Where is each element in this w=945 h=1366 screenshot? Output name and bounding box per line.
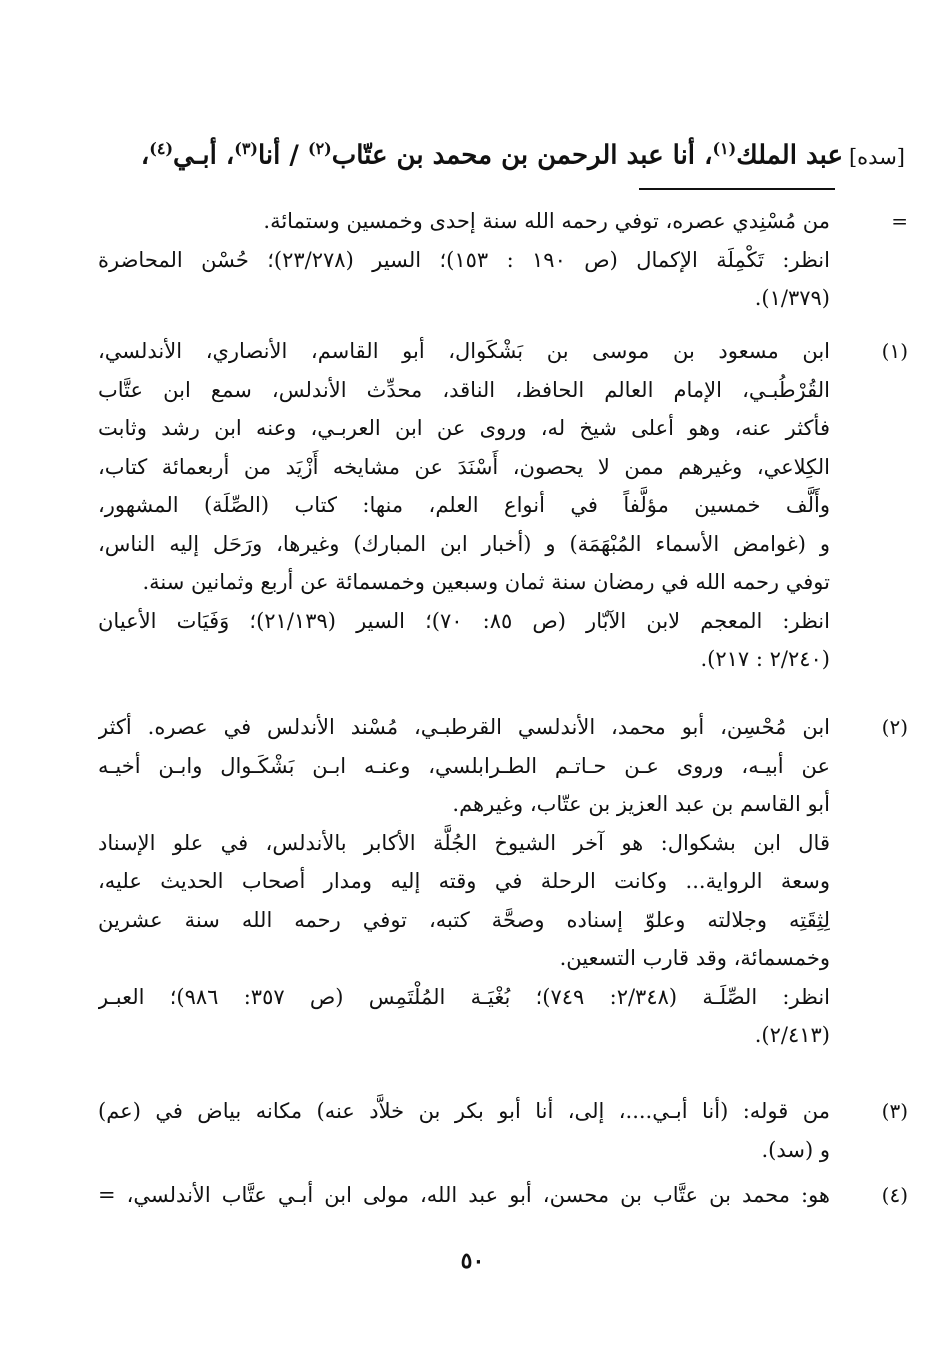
main-text-part: عبد الملك	[736, 140, 843, 171]
footnote-ref: (٣)	[234, 139, 258, 158]
footnote-line: من مُسْنِدي عصره، توفي رحمه الله سنة إحدى وخمسين وستمائة.	[263, 209, 830, 233]
main-text-part: ،	[140, 140, 150, 171]
footnote-separator	[639, 188, 835, 190]
footnote-label: (٣)	[881, 1099, 908, 1123]
footnote-line: انظر: المعجم لابن الآبّار (ص ٨٥: ٧٠)؛ السير (٢١/١٣٩)؛ وَفَيَات الأعيان	[98, 608, 830, 633]
footnote-line: وسعة الرواية... وكانت الرحلة في وقته إليه ومدار أصحاب الحديث عليه،	[98, 869, 830, 893]
footnote-label: (٢)	[881, 715, 908, 739]
footnote-line: و (غوامض الأسماء المُبْهَمَة) و (أخبار ابن المبارك) وغيرها، ورَحَل إليه الناس،	[98, 531, 830, 556]
footnote-3	[98, 1092, 908, 1169]
footnote-line: (٢/٤١٣).	[754, 1023, 830, 1047]
footnote-line: (٢/٢٤٠ : ٢١٧).	[700, 647, 830, 671]
continuation-mark: =	[891, 209, 908, 233]
footnote-line: وخمسمائة، وقد قارب التسعين.	[559, 946, 830, 970]
footnote-4	[98, 1176, 908, 1215]
footnote-2	[98, 708, 908, 1055]
footnote-line: انظر: الصِّلَـة (٢/٣٤٨: ٧٤٩)؛ بُغْيَـة المُلْتَمِس (ص ٣٥٧: ٩٨٦)؛ العبـر	[98, 984, 830, 1009]
main-text-part: / أنا	[258, 140, 308, 171]
footnote-1	[98, 332, 908, 679]
footnote-label: (٤)	[881, 1183, 908, 1207]
footnote-line: من قوله: (أنا أبـي....، إلى، أنا أبو بكر بن خلاَّد عنه) مكانه بياض في (عم)	[98, 1099, 830, 1123]
footnote-line: هو: محمد بن عتَّاب بن محسن، أبو عبد الله، مولى ابن أبـي عتَّاب الأندلسي، =	[98, 1183, 830, 1207]
footnote-label: (١)	[881, 339, 908, 363]
footnote-line: توفي رحمه الله في رمضان سنة ثمان وسبعين وخمسمائة عن أربع وثمانين سنة.	[142, 570, 830, 594]
footnote-line: عن أبيـه، وروى عـن حـاتـم الطـرابلسي، وعنـه ابـن بَشْكَـوال وابـن أخيـه	[98, 753, 830, 778]
manuscript-siglum: [سده]	[848, 144, 905, 169]
footnote-line: فأكثر عنه، وهو أعلى شيخ له، وروى عن ابن العربـي، وعنه ابن رشد وثابت	[98, 416, 830, 440]
main-text-part: ، أنا عبد الرحمن بن محمد بن عتّاب	[331, 140, 713, 171]
page-number: ٥٠	[460, 1248, 485, 1274]
footnote-line: وأَلَّف خمسين مؤلَّفاً في أنواع العلم، منها: كتاب (الصِّلَة) المشهور،	[98, 493, 830, 517]
footnote-line: قال ابن بشكوال: هو آخر الشيوخ الجُلَّة الأكابر بالأندلس، في علو الإسناد	[98, 830, 830, 855]
footnote-line: ابن مسعود بن موسى بن بَشْكَوال، أبو القاسم، الأنصاري، الأندلسي،	[98, 339, 830, 363]
footnote-line: لِثِقَتِه وجلالته وعلوّ إسناده وصحَّة كتبه، توفي رحمه الله سنة عشرين	[98, 907, 830, 932]
footnote-line: ابن مُحْسِن، أبو محمد، الأندلسي القرطبـي، مُسْند الأندلس في عصره. أكثر	[98, 715, 830, 739]
main-text-part: ، أبـي	[173, 140, 235, 171]
footnote-ref: (١)	[712, 139, 737, 158]
footnote-line: انظر: تَكْمِلَة الإكمال (ص ١٩٠ : ١٥٣)؛ السير (٢٣/٢٧٨)؛ حُسْن المحاضرة	[98, 247, 830, 272]
footnote-continuation	[98, 202, 908, 318]
footnote-line: الكِلاعي، وغيرهم ممن لا يحصون، أَسْنَدَ عن مشايخه أَزْيَد من أربعمائة كتاب،	[98, 454, 830, 479]
main-text-line	[90, 122, 905, 184]
footnote-ref: (٢)	[307, 139, 332, 158]
footnote-line: أبو القاسم بن عبد العزيز بن عتّاب، وغيرهم.	[452, 792, 830, 816]
footnote-ref: (٤)	[149, 139, 174, 158]
footnote-line: القُرْطُبـي، الإمام العالم الحافظ، الناقد، محدِّث الأندلس، سمع ابن عتَّاب	[98, 377, 830, 402]
footnote-line: و (سد).	[761, 1137, 830, 1162]
footnote-line: (١/٣٧٩).	[754, 286, 830, 310]
